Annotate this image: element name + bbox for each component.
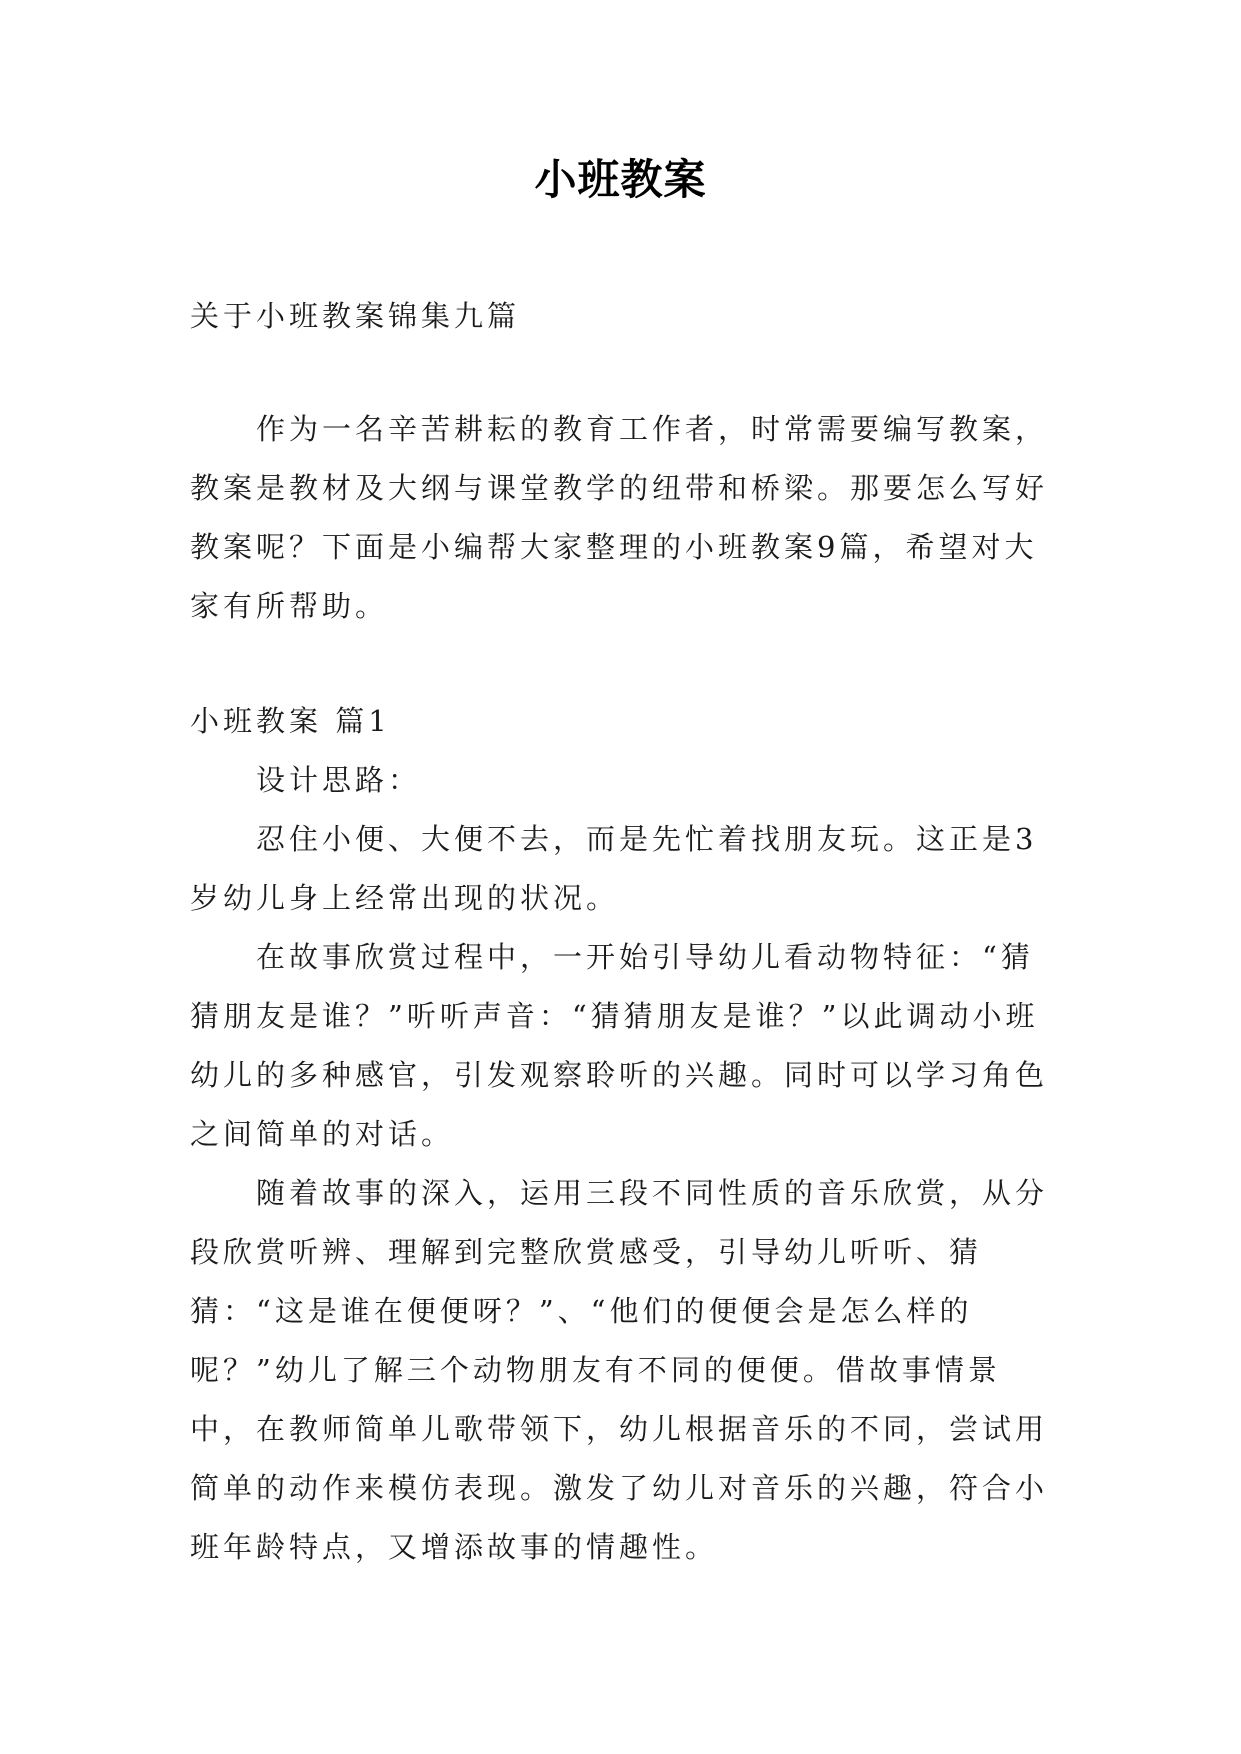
document-subtitle: 关于小班教案锦集九篇 [190,299,521,333]
section-heading: 小班教案 篇1 [190,704,391,738]
design-label: 设计思路： [256,763,422,797]
intro-paragraph: 作为一名辛苦耕耘的教育工作者，时常需要编写教案，教案是教材及大纲与课堂教学的纽带和桥梁。那要怎么写好教案呢？下面是小编帮大家整理的小班教案9篇，希望对大家有所帮助。 [190,412,1049,623]
body-paragraph: 忍住小便、大便不去，而是先忙着找朋友玩。这正是3岁幼儿身上经常出现的状况。 [190,822,1038,915]
body-paragraph: 在故事欣赏过程中，一开始引导幼儿看动物特征：“猜猜朋友是谁？”听听声音：“猜猜朋友是谁？”以此调动小班幼儿的多种感官，引发观察聆听的兴趣。同时可以学习角色之间简单的对话。 [190,940,1049,1151]
document-title: 小班教案 [534,155,707,204]
body-paragraph: 随着故事的深入，运用三段不同性质的音乐欣赏，从分段欣赏听辨、理解到完整欣赏感受，引导幼儿听听、猜猜：“这是谁在便便呀？”、“他们的便便会是怎么样的呢？”幼儿了解三个动物朋友有不同的便便。借故事情景中，在教师简单儿歌带领下，幼儿根据音乐的不同，尝试用简单的动作来模仿表现。激发了幼儿对音乐的兴趣，符合小班年龄特点，又增添故事的情趣性。 [190,1176,1049,1564]
